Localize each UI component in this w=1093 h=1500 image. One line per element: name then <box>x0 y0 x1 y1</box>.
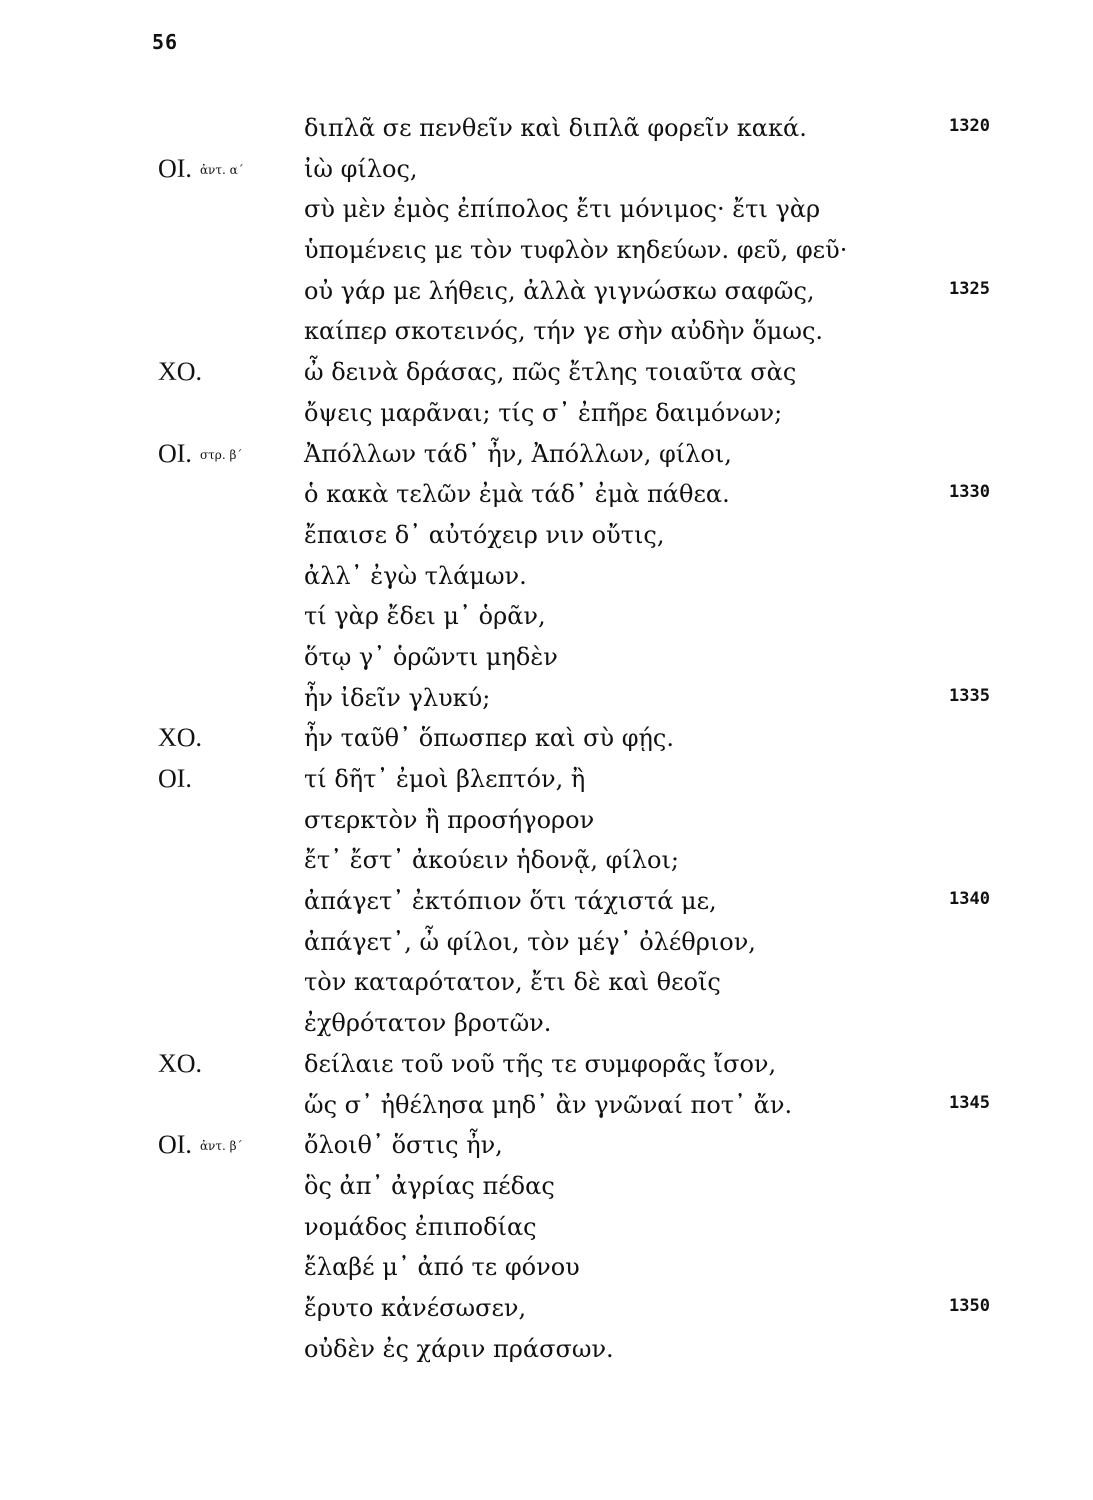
verse-line <box>0 478 1093 519</box>
speaker-name: ΟΙ. <box>158 764 192 793</box>
verse-line <box>0 438 1093 479</box>
speaker-label <box>158 1048 202 1080</box>
verse-line <box>0 275 1093 316</box>
speaker-name: ΧΟ. <box>158 723 203 753</box>
speaker-label <box>158 722 202 754</box>
speaker-label <box>158 153 244 186</box>
verse-line <box>0 153 1093 194</box>
verse-line <box>0 641 1093 682</box>
line-number: 1325 <box>949 278 990 299</box>
verse-text: ἦν ταῦθ᾽ ὅπωσπερ καὶ σὺ φῄς. <box>304 724 674 753</box>
line-number: 1340 <box>949 889 990 910</box>
verse-text: ἀπάγετ᾽, ὦ φίλοι, τὸν μέγ᾽ ὀλέθριον, <box>304 927 756 956</box>
verse-text: ὅτῳ γ᾽ ὁρῶντι μηδὲν <box>304 642 558 671</box>
verse-line <box>0 560 1093 601</box>
verse-text: δείλαιε τοῦ νοῦ τῆς τε συμφορᾶς ἴσον, <box>304 1049 777 1078</box>
verse-line <box>0 397 1093 438</box>
verse-line <box>0 722 1093 763</box>
verse-line <box>0 804 1093 845</box>
verse-text: νομάδος ἐπιποδίας <box>304 1212 537 1241</box>
line-number: 1350 <box>949 1295 990 1316</box>
speaker-name: ΟΙ. <box>158 153 192 183</box>
verse-line <box>0 1251 1093 1292</box>
verse-line <box>0 193 1093 234</box>
verse-line <box>0 1170 1093 1211</box>
verse-text: ἦν ἰδεῖν γλυκύ; <box>304 683 491 712</box>
verse-block <box>0 112 1093 1373</box>
speaker-label <box>158 438 242 471</box>
speaker-label <box>158 1129 243 1162</box>
verse-text: ὃς ἀπ᾽ ἀγρίας πέδας <box>304 1171 555 1200</box>
line-number: 1330 <box>949 482 990 503</box>
line-number: 1335 <box>949 685 990 706</box>
verse-line <box>0 1129 1093 1170</box>
verse-line <box>0 844 1093 885</box>
verse-text: σὺ μὲν ἐμὸς ἐπίπολος ἔτι μόνιμος· ἔτι γὰρ <box>304 195 821 224</box>
speaker-name: ΧΟ. <box>158 357 203 387</box>
verse-text: καίπερ σκοτεινός, τήν γε σὴν αὐδὴν ὅμως. <box>304 317 824 346</box>
verse-text: οὐδὲν ἐς χάριν πράσσων. <box>304 1334 614 1363</box>
verse-line <box>0 1333 1093 1374</box>
verse-text: τί γὰρ ἔδει μ᾽ ὁρᾶν, <box>304 602 546 631</box>
verse-text: τὸν καταρότατον, ἔτι δὲ καὶ θεοῖς <box>304 968 721 997</box>
speaker-label <box>158 763 192 795</box>
strophe-marker: ἀντ. β΄ <box>199 1139 243 1154</box>
speaker-label <box>158 356 202 388</box>
verse-text: Ἀπόλλων τάδ᾽ ἦν, Ἀπόλλων, φίλοι, <box>304 439 732 468</box>
verse-line <box>0 519 1093 560</box>
verse-line <box>0 1089 1093 1130</box>
verse-line <box>0 1007 1093 1048</box>
verse-text: ὄλοιθ᾽ ὅστις ἦν, <box>304 1131 503 1160</box>
verse-text: ὑπομένεις με τὸν τυφλὸν κηδεύων. φεῦ, φεῦ· <box>304 236 848 265</box>
verse-text: τί δῆτ᾽ ἐμοὶ βλεπτόν, ἢ <box>304 765 586 793</box>
verse-text: ὥς σ᾽ ἠθέλησα μηδ᾽ ἂν γνῶναί ποτ᾽ ἄν. <box>304 1090 793 1119</box>
page-number: 56 <box>152 30 179 54</box>
verse-line <box>0 315 1093 356</box>
verse-line <box>0 1292 1093 1333</box>
verse-text: οὐ γάρ με λήθεις, ἀλλὰ γιγνώσκω σαφῶς, <box>304 276 815 305</box>
verse-text: ἔπαισε δ᾽ αὐτόχειρ νιν οὔτις, <box>304 520 665 549</box>
speaker-name: ΟΙ. <box>158 1130 192 1160</box>
verse-text: ὄψεις μαρᾶναι; τίς σ᾽ ἐπῆρε δαιμόνων; <box>304 398 783 427</box>
verse-text: ἀλλ᾽ ἐγὼ τλάμων. <box>304 561 527 590</box>
verse-line <box>0 1048 1093 1089</box>
verse-line <box>0 966 1093 1007</box>
verse-line <box>0 234 1093 275</box>
line-number: 1320 <box>949 116 990 136</box>
speaker-name: ΧΟ. <box>158 1048 203 1078</box>
strophe-marker: ἀντ. α΄ <box>199 162 244 177</box>
verse-line <box>0 885 1093 926</box>
verse-text: διπλᾶ σε πενθεῖν καὶ διπλᾶ φορεῖν κακά. <box>304 114 807 142</box>
strophe-marker: στρ. β΄ <box>199 447 243 462</box>
verse-text: ἰὼ φίλος, <box>304 154 418 183</box>
verse-line <box>0 1211 1093 1252</box>
verse-line <box>0 356 1093 397</box>
verse-text: ὁ κακὰ τελῶν ἐμὰ τάδ᾽ ἐμὰ πάθεα. <box>304 480 730 509</box>
verse-text: ἔρυτο κἀνέσωσεν, <box>304 1293 527 1322</box>
verse-text: ἔτ᾽ ἔστ᾽ ἀκούειν ἡδονᾷ, φίλοι; <box>304 846 679 875</box>
verse-text: ὦ δεινὰ δράσας, πῶς ἔτλης τοιαῦτα σὰς <box>304 358 797 387</box>
verse-line <box>0 112 1093 153</box>
verse-text: ἔλαβέ μ᾽ ἀπό τε φόνου <box>304 1253 580 1282</box>
verse-text: ἐχθρότατον βροτῶν. <box>304 1009 552 1038</box>
verse-line <box>0 600 1093 641</box>
verse-line <box>0 682 1093 723</box>
verse-text: στερκτὸν ἢ προσήγορον <box>304 805 595 834</box>
speaker-name: ΟΙ. <box>158 438 192 468</box>
verse-line <box>0 926 1093 967</box>
line-number: 1345 <box>949 1092 990 1113</box>
verse-line <box>0 763 1093 804</box>
verse-text: ἀπάγετ᾽ ἐκτόπιον ὅτι τάχιστά με, <box>304 887 717 916</box>
